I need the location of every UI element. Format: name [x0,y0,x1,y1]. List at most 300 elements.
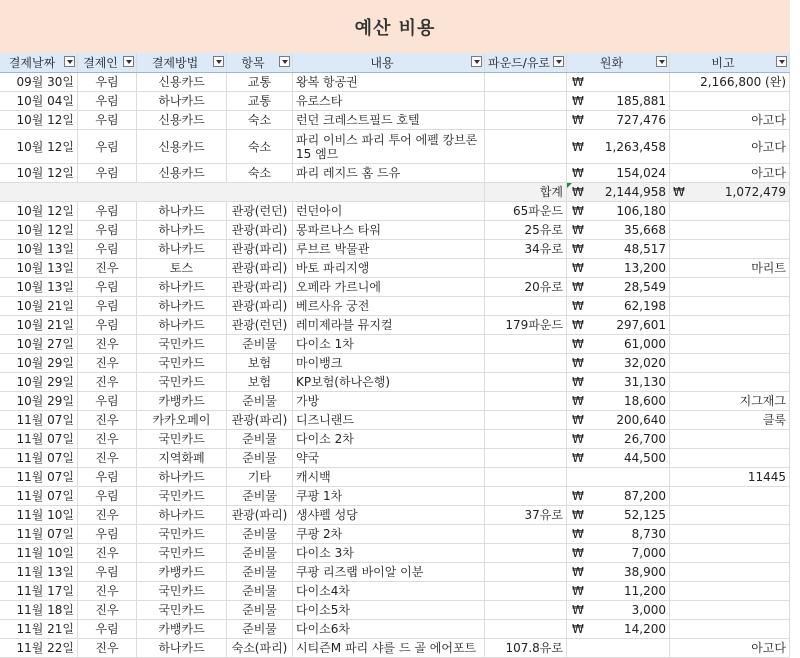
cell-content[interactable]: 디즈니랜드 [293,411,485,429]
cell-method[interactable]: 카뱅카드 [137,563,227,581]
cell-category[interactable]: 준비물 [227,544,293,562]
cell-note[interactable]: 11445 [670,468,790,486]
cell-method[interactable]: 카뱅카드 [137,392,227,410]
cell-category[interactable]: 숙소(파리) [227,639,293,657]
cell-method[interactable]: 신용카드 [137,111,227,129]
cell-category[interactable]: 준비물 [227,487,293,505]
cell-payer[interactable]: 우림 [78,202,137,220]
cell-foreign-amount[interactable] [485,620,567,638]
cell-category[interactable]: 관광(파리) [227,221,293,239]
cell-krw[interactable] [567,411,670,429]
cell-krw[interactable] [567,92,670,110]
cell-method[interactable]: 하나카드 [137,92,227,110]
cell-content[interactable]: 유로스타 [293,92,485,110]
cell-content[interactable]: 캐시백 [293,468,485,486]
cell-krw[interactable] [567,563,670,581]
cell-note[interactable] [670,316,790,334]
cell-note[interactable]: 아고다 [670,164,790,182]
table-row[interactable] [0,111,790,130]
cell-content[interactable]: 다이소5차 [293,601,485,619]
formula-warning-icon[interactable] [567,183,572,188]
table-row[interactable] [0,354,790,373]
cell-note[interactable] [670,373,790,391]
cell-content[interactable]: 런던 크레스트필드 호텔 [293,111,485,129]
cell-payer[interactable]: 우림 [78,240,137,258]
cell-foreign-amount[interactable]: 65파운드 [485,202,567,220]
cell-note[interactable] [670,278,790,296]
cell-content[interactable]: 마이뱅크 [293,354,485,372]
cell-date[interactable]: 10월 12일 [0,221,78,239]
filter-dropdown-icon[interactable] [123,56,134,67]
cell-foreign-amount[interactable] [485,111,567,129]
cell-method[interactable]: 신용카드 [137,164,227,182]
cell-krw[interactable] [567,430,670,448]
cell-category[interactable]: 준비물 [227,620,293,638]
cell-krw[interactable] [567,316,670,334]
table-row[interactable] [0,468,790,487]
cell-date[interactable]: 11월 21일 [0,620,78,638]
cell-note[interactable] [670,449,790,467]
cell-content[interactable]: 런던아이 [293,202,485,220]
header-date[interactable] [0,53,78,72]
cell-date[interactable]: 11월 07일 [0,430,78,448]
cell-category[interactable]: 교통 [227,92,293,110]
table-row[interactable] [0,316,790,335]
cell-date[interactable]: 11월 07일 [0,411,78,429]
cell-category[interactable]: 숙소 [227,164,293,182]
cell-method[interactable]: 국민카드 [137,354,227,372]
cell-category[interactable]: 준비물 [227,430,293,448]
table-row[interactable] [0,73,790,92]
cell-payer[interactable]: 우림 [78,620,137,638]
cell-payer[interactable]: 우림 [78,278,137,296]
cell-foreign-amount[interactable]: 179파운드 [485,316,567,334]
cell-foreign-amount[interactable] [485,373,567,391]
cell-category[interactable]: 기타 [227,468,293,486]
cell-foreign-amount[interactable] [485,525,567,543]
table-row[interactable] [0,335,790,354]
filter-dropdown-icon[interactable] [279,56,290,67]
table-row[interactable] [0,430,790,449]
header-note[interactable] [670,53,790,72]
table-row[interactable] [0,164,790,183]
cell-note[interactable] [670,240,790,258]
cell-foreign-amount[interactable]: 25유로 [485,221,567,239]
cell-date[interactable]: 09월 30일 [0,73,78,91]
cell-date[interactable]: 10월 12일 [0,202,78,220]
cell-date[interactable]: 10월 12일 [0,164,78,182]
cell-foreign-amount[interactable] [485,130,567,163]
cell-category[interactable]: 관광(파리) [227,278,293,296]
cell-category[interactable]: 관광(런던) [227,316,293,334]
cell-krw[interactable] [567,506,670,524]
cell-date[interactable]: 11월 07일 [0,468,78,486]
cell-category[interactable]: 준비물 [227,563,293,581]
cell-method[interactable]: 토스 [137,259,227,277]
cell-method[interactable]: 하나카드 [137,316,227,334]
table-row[interactable] [0,92,790,111]
krw-amount: 106,180 [616,204,666,218]
cell-note[interactable] [670,601,790,619]
sheet-title-banner[interactable] [0,0,790,54]
cell-content[interactable]: 다이소6차 [293,620,485,638]
cell-method[interactable]: 카뱅카드 [137,620,227,638]
cell-method[interactable]: 국민카드 [137,525,227,543]
krw-amount: 18,600 [624,394,666,408]
table-row[interactable] [0,240,790,259]
cell-method[interactable]: 하나카드 [137,278,227,296]
cell-krw[interactable] [567,392,670,410]
cell-note[interactable]: 2,166,800 (완) [670,73,790,91]
won-symbol: ₩ [572,94,584,108]
cell-date[interactable]: 10월 12일 [0,130,78,163]
cell-krw[interactable] [567,259,670,277]
cell-foreign-amount[interactable] [485,430,567,448]
won-symbol: ₩ [572,242,584,256]
cell-krw[interactable] [567,487,670,505]
cell-note[interactable]: 아고다 [670,111,790,129]
cell-foreign-amount[interactable]: 107.8유로 [485,639,567,657]
header-method[interactable] [137,53,227,72]
cell-content[interactable]: 쿠팡 리즈랩 바이알 이분 [293,563,485,581]
cell-foreign-amount[interactable] [485,259,567,277]
table-row[interactable] [0,487,790,506]
cell-krw[interactable] [567,582,670,600]
cell-date[interactable]: 11월 13일 [0,563,78,581]
subtotal-half[interactable] [670,183,790,201]
cell-payer[interactable]: 우림 [78,130,137,163]
header-category[interactable] [227,53,293,72]
cell-method[interactable]: 국민카드 [137,544,227,562]
header-krw[interactable] [567,53,670,72]
table-row[interactable] [0,221,790,240]
cell-note[interactable]: 아고다 [670,130,790,163]
cell-payer[interactable]: 진우 [78,601,137,619]
cell-foreign-amount[interactable] [485,392,567,410]
table-row[interactable] [0,202,790,221]
cell-content[interactable]: 파리 레지드 홈 드유 [293,164,485,182]
cell-content[interactable]: 쿠팡 1차 [293,487,485,505]
cell-category[interactable]: 숙소 [227,130,293,163]
filter-dropdown-icon[interactable] [64,56,75,67]
cell-krw[interactable] [567,335,670,353]
cell-payer[interactable]: 우림 [78,111,137,129]
table-row[interactable] [0,373,790,392]
table-row[interactable] [0,506,790,525]
cell-payer[interactable]: 우림 [78,468,137,486]
header-payer[interactable] [78,53,137,72]
table-row[interactable] [0,411,790,430]
cell-note[interactable] [670,582,790,600]
cell-payer[interactable]: 우림 [78,316,137,334]
table-row[interactable] [0,449,790,468]
cell-method[interactable]: 국민카드 [137,582,227,600]
cell-krw[interactable] [567,221,670,239]
cell-content[interactable]: 다이소 3차 [293,544,485,562]
cell-krw[interactable] [567,449,670,467]
cell-payer[interactable]: 우림 [78,487,137,505]
cell-method[interactable]: 국민카드 [137,487,227,505]
filter-dropdown-icon[interactable] [471,56,482,67]
cell-payer[interactable]: 우림 [78,164,137,182]
cell-date[interactable]: 11월 07일 [0,525,78,543]
cell-payer[interactable]: 진우 [78,639,137,657]
filter-dropdown-icon[interactable] [213,56,224,67]
cell-date[interactable]: 11월 22일 [0,639,78,657]
table-row[interactable] [0,297,790,316]
cell-method[interactable]: 하나카드 [137,221,227,239]
cell-krw[interactable] [567,111,670,129]
cell-content[interactable]: 몽파르나스 타워 [293,221,485,239]
table-row[interactable] [0,392,790,411]
cell-category[interactable]: 보험 [227,354,293,372]
cell-note[interactable] [670,563,790,581]
cell-method[interactable]: 지역화폐 [137,449,227,467]
cell-category[interactable]: 관광(파리) [227,506,293,524]
cell-category[interactable]: 준비물 [227,601,293,619]
cell-payer[interactable]: 진우 [78,449,137,467]
cell-category[interactable]: 관광(파리) [227,411,293,429]
cell-category[interactable]: 관광(런던) [227,202,293,220]
cell-date[interactable]: 10월 27일 [0,335,78,353]
cell-krw[interactable] [567,164,670,182]
cell-date[interactable]: 10월 13일 [0,240,78,258]
cell-payer[interactable]: 우림 [78,525,137,543]
cell-payer[interactable]: 진우 [78,544,137,562]
cell-note[interactable]: 클룩 [670,411,790,429]
cell-category[interactable]: 관광(파리) [227,259,293,277]
cell-payer[interactable]: 우림 [78,392,137,410]
cell-note[interactable] [670,506,790,524]
cell-krw[interactable] [567,240,670,258]
cell-note[interactable] [670,544,790,562]
table-row[interactable] [0,544,790,563]
cell-date[interactable]: 11월 17일 [0,582,78,600]
cell-category[interactable]: 보험 [227,373,293,391]
subtotal-half-amount: 1,072,479 [724,185,786,199]
cell-date[interactable]: 10월 21일 [0,297,78,315]
cell-category[interactable]: 관광(파리) [227,297,293,315]
cell-note[interactable]: 마리트 [670,259,790,277]
cell-method[interactable]: 하나카드 [137,468,227,486]
cell-note[interactable] [670,487,790,505]
cell-note[interactable] [670,221,790,239]
cell-content[interactable]: 왕복 항공권 [293,73,485,91]
cell-foreign-amount[interactable] [485,92,567,110]
cell-foreign-amount[interactable] [485,582,567,600]
cell-foreign-amount[interactable] [485,487,567,505]
cell-krw[interactable] [567,297,670,315]
cell-foreign-amount[interactable] [485,449,567,467]
cell-date[interactable]: 10월 29일 [0,373,78,391]
cell-content[interactable]: 시티즌M 파리 샤를 드 골 에어포트 [293,639,485,657]
cell-foreign-amount[interactable] [485,164,567,182]
cell-foreign-amount[interactable] [485,335,567,353]
cell-content[interactable]: 파리 이비스 파리 투어 에펠 캉브론 15 엠므 [293,130,485,163]
cell-date[interactable]: 10월 12일 [0,111,78,129]
cell-krw[interactable] [567,373,670,391]
cell-method[interactable]: 카카오페이 [137,411,227,429]
cell-date[interactable]: 10월 04일 [0,92,78,110]
table-row[interactable] [0,563,790,582]
cell-payer[interactable]: 우림 [78,297,137,315]
cell-content[interactable]: 다이소 2차 [293,430,485,448]
cell-note[interactable] [670,92,790,110]
cell-category[interactable]: 준비물 [227,449,293,467]
cell-note[interactable] [670,297,790,315]
header-label: 결제인 [83,55,118,70]
cell-category[interactable]: 준비물 [227,392,293,410]
cell-method[interactable]: 하나카드 [137,297,227,315]
cell-krw[interactable] [567,73,670,91]
cell-note[interactable] [670,620,790,638]
table-row[interactable] [0,601,790,620]
cell-category[interactable]: 준비물 [227,582,293,600]
cell-date[interactable]: 11월 18일 [0,601,78,619]
cell-foreign-amount[interactable] [485,297,567,315]
cell-date[interactable]: 11월 07일 [0,449,78,467]
krw-amount: 297,601 [616,318,666,332]
cell-date[interactable]: 11월 10일 [0,506,78,524]
cell-foreign-amount[interactable] [485,468,567,486]
subtotal-label[interactable]: 합계 [485,183,567,201]
cell-krw[interactable] [567,468,670,486]
cell-method[interactable]: 하나카드 [137,639,227,657]
cell-krw[interactable] [567,544,670,562]
cell-content[interactable]: KP보험(하나은행) [293,373,485,391]
cell-krw[interactable] [567,620,670,638]
cell-foreign-amount[interactable] [485,544,567,562]
krw-amount: 87,200 [624,489,666,503]
cell-payer[interactable]: 진우 [78,335,137,353]
cell-content[interactable]: 생샤펠 성당 [293,506,485,524]
header-label: 결제날짜 [8,55,56,70]
cell-payer[interactable]: 진우 [78,259,137,277]
won-symbol: ₩ [572,75,584,89]
cell-krw[interactable] [567,278,670,296]
cell-krw[interactable] [567,202,670,220]
cell-foreign-amount[interactable]: 20유로 [485,278,567,296]
cell-payer[interactable]: 진우 [78,582,137,600]
cell-content[interactable]: 다이소4차 [293,582,485,600]
cell-category[interactable]: 숙소 [227,111,293,129]
subtotal-krw[interactable] [567,183,670,201]
cell-content[interactable]: 루브르 박물관 [293,240,485,258]
table-row[interactable] [0,278,790,297]
cell-payer[interactable]: 우림 [78,73,137,91]
cell-content[interactable]: 쿠팡 2차 [293,525,485,543]
cell-foreign-amount[interactable]: 34유로 [485,240,567,258]
cell-category[interactable]: 준비물 [227,525,293,543]
filter-dropdown-icon[interactable] [776,56,787,67]
filter-dropdown-icon[interactable] [656,56,667,67]
cell-foreign-amount[interactable] [485,563,567,581]
won-symbol: ₩ [572,280,584,294]
header-foreign[interactable] [485,53,567,72]
cell-method[interactable]: 국민카드 [137,373,227,391]
table-row[interactable] [0,582,790,601]
won-symbol: ₩ [572,622,584,636]
cell-method[interactable]: 하나카드 [137,240,227,258]
cell-date[interactable]: 11월 07일 [0,487,78,505]
cell-payer[interactable]: 우림 [78,221,137,239]
subtotal-krw-amount: 2,144,958 [604,185,666,199]
cell-method[interactable]: 국민카드 [137,601,227,619]
cell-content[interactable]: 다이소 1차 [293,335,485,353]
cell-content[interactable]: 베르사유 궁전 [293,297,485,315]
cell-payer[interactable]: 진우 [78,354,137,372]
cell-category[interactable]: 교통 [227,73,293,91]
cell-method[interactable]: 국민카드 [137,335,227,353]
cell-method[interactable]: 신용카드 [137,73,227,91]
cell-date[interactable]: 10월 29일 [0,354,78,372]
cell-note[interactable] [670,202,790,220]
cell-foreign-amount[interactable] [485,411,567,429]
krw-amount: 1,263,458 [604,139,666,154]
cell-date[interactable]: 10월 13일 [0,278,78,296]
cell-payer[interactable]: 진우 [78,506,137,524]
cell-foreign-amount[interactable]: 37유로 [485,506,567,524]
cell-note[interactable] [670,430,790,448]
table-row[interactable] [0,259,790,278]
cell-note[interactable] [670,354,790,372]
cell-category[interactable]: 관광(파리) [227,240,293,258]
table-row[interactable] [0,639,790,658]
cell-note[interactable] [670,525,790,543]
header-row [0,53,790,73]
cell-foreign-amount[interactable] [485,601,567,619]
cell-date[interactable]: 10월 29일 [0,392,78,410]
cell-payer[interactable]: 진우 [78,411,137,429]
cell-method[interactable]: 하나카드 [137,506,227,524]
cell-foreign-amount[interactable] [485,73,567,91]
cell-payer[interactable]: 진우 [78,430,137,448]
cell-category[interactable]: 준비물 [227,335,293,353]
cell-date[interactable]: 10월 13일 [0,259,78,277]
header-content[interactable] [293,53,485,72]
cell-krw[interactable] [567,130,670,163]
cell-method[interactable]: 하나카드 [137,202,227,220]
cell-method[interactable]: 국민카드 [137,430,227,448]
cell-payer[interactable]: 우림 [78,92,137,110]
table-row[interactable] [0,525,790,544]
cell-payer[interactable]: 우림 [78,563,137,581]
krw-amount: 32,020 [624,356,666,370]
cell-note[interactable] [670,335,790,353]
won-symbol: ₩ [572,508,584,522]
cell-date[interactable]: 11월 10일 [0,544,78,562]
cell-krw[interactable] [567,354,670,372]
cell-krw[interactable] [567,639,670,657]
cell-krw[interactable] [567,525,670,543]
cell-krw[interactable] [567,601,670,619]
cell-note[interactable]: 지그재그 [670,392,790,410]
filter-dropdown-icon[interactable] [553,56,564,67]
cell-foreign-amount[interactable] [485,354,567,372]
cell-method[interactable]: 신용카드 [137,130,227,163]
krw-amount: 38,900 [624,565,666,579]
cell-note[interactable]: 아고다 [670,639,790,657]
cell-content[interactable]: 바토 파리지앵 [293,259,485,277]
cell-content[interactable]: 레미제라블 뮤지컬 [293,316,485,334]
cell-content[interactable]: 오페라 가르니에 [293,278,485,296]
cell-date[interactable]: 10월 21일 [0,316,78,334]
table-row[interactable] [0,130,790,164]
cell-content[interactable]: 약국 [293,449,485,467]
cell-content[interactable]: 가방 [293,392,485,410]
cell-payer[interactable]: 진우 [78,373,137,391]
table-row[interactable] [0,620,790,639]
